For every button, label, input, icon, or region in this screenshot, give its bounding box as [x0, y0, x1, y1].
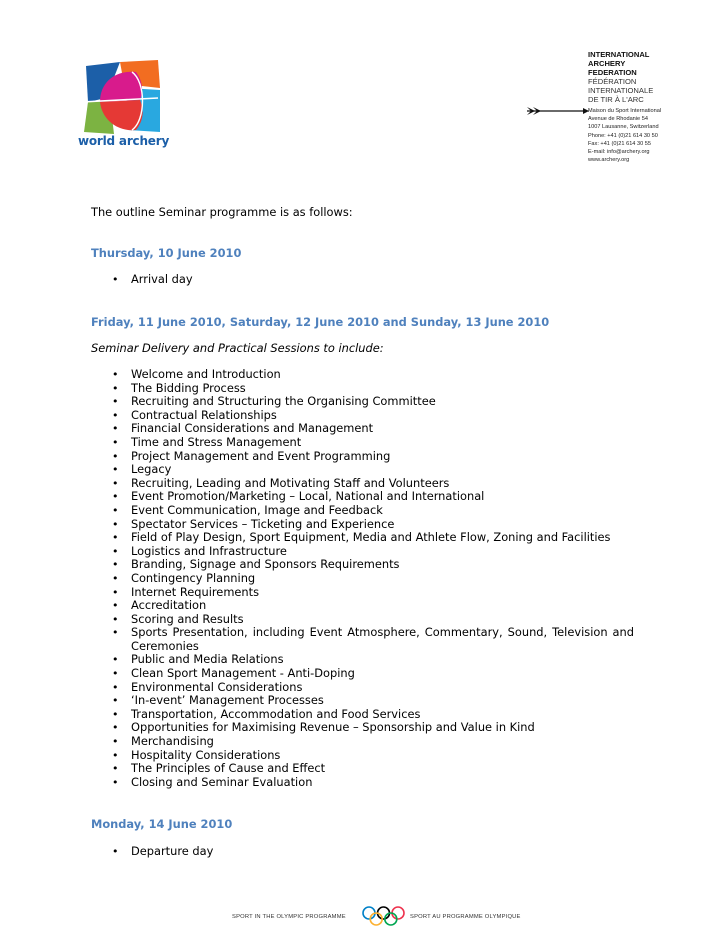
olympic-rings-icon: [361, 905, 406, 927]
list-item: • Legacy: [112, 462, 172, 477]
list-item: • Contingency Planning: [112, 570, 256, 585]
list-item: • Financial Considerations and Management: [112, 421, 374, 436]
list-item: • Logistics and Infrastructure: [112, 543, 287, 558]
list-item: • Field of Play Design, Sport Equipment, Media and Athlete Flow, Zoning and Facilities: [112, 530, 611, 545]
list-item: • Hospitality Considerations: [112, 747, 281, 762]
logo-wordmark: world archery: [78, 134, 170, 148]
list-item: • Welcome and Introduction: [112, 367, 281, 381]
list-item: • Transportation, Accommodation and Food Services: [112, 706, 421, 721]
list-item: • Departure day: [112, 844, 214, 858]
intro-text: The outline Seminar programme is as follows:: [91, 205, 353, 219]
list-item: • Arrival day: [112, 272, 193, 286]
list-item: • Public and Media Relations: [112, 652, 284, 667]
list-item: • Contractual Relationships: [112, 407, 277, 422]
federation-letterhead: [588, 50, 661, 164]
federation-name-fr: FÉDÉRATION INTERNATIONALE DE TIR À L'ARC: [588, 77, 654, 104]
list-item: • Closing and Seminar Evaluation: [112, 774, 313, 789]
heading-thursday: Thursday, 10 June 2010: [91, 246, 242, 260]
list-item: • Merchandising: [112, 734, 214, 749]
footer-olympic-en: SPORT IN THE OLYMPIC PROGRAMME: [232, 914, 346, 920]
federation-name-en: INTERNATIONAL ARCHERY FEDERATION: [588, 50, 650, 77]
list-thursday: [0, 273, 640, 287]
list-item: • Scoring and Results: [112, 611, 244, 626]
list-item: • Recruiting, Leading and Motivating Staff and Volunteers: [112, 475, 450, 490]
list-item: • Event Communication, Image and Feedback: [112, 502, 383, 517]
list-item: • Recruiting and Structuring the Organising Committee: [112, 394, 436, 409]
list-item: • Spectator Services – Ticketing and Experience: [112, 516, 395, 531]
list-item: • Accreditation: [112, 598, 207, 613]
federation-address: Maison du Sport International Avenue de Rhodanie 54 1007 Lausanne, Switzerland Phone: +41 (0)21 614 30 50 Fax: +41 (0)21 614 30 55 E-mail: info@archery.org www.archery.org: [588, 108, 662, 164]
list-item: • Environmental Considerations: [112, 679, 303, 694]
list-item: • Branding, Signage and Sponsors Requirements: [112, 557, 400, 572]
list-item: • Sports Presentation, including Event Atmosphere, Commentary, Sound, Television and Ceremonies: [112, 625, 634, 653]
list-item: • The Principles of Cause and Effect: [112, 761, 326, 776]
list-item: • Event Promotion/Marketing – Local, National and International: [112, 489, 485, 504]
subheading-seminar-delivery: Seminar Delivery and Practical Sessions to include:: [91, 341, 384, 355]
list-seminar-sessions: [0, 368, 640, 789]
list-item: • Opportunities for Maximising Revenue – Sponsorship and Value in Kind: [112, 720, 535, 735]
list-item: • ‘In-event’ Management Processes: [112, 693, 324, 708]
arrow-graphic: [527, 105, 589, 117]
heading-monday: Monday, 14 June 2010: [91, 817, 233, 831]
list-item: • Internet Requirements: [112, 584, 260, 599]
heading-friday-sunday: Friday, 11 June 2010, Saturday, 12 June 2010 and Sunday, 13 June 2010: [91, 315, 550, 329]
list-monday: [0, 845, 640, 859]
list-item: • The Bidding Process: [112, 380, 246, 395]
list-item: • Clean Sport Management - Anti-Doping: [112, 666, 355, 681]
footer-olympic-fr: SPORT AU PROGRAMME OLYMPIQUE: [410, 914, 521, 920]
list-item: • Time and Stress Management: [112, 434, 302, 449]
list-item: • Project Management and Event Programming: [112, 448, 391, 463]
